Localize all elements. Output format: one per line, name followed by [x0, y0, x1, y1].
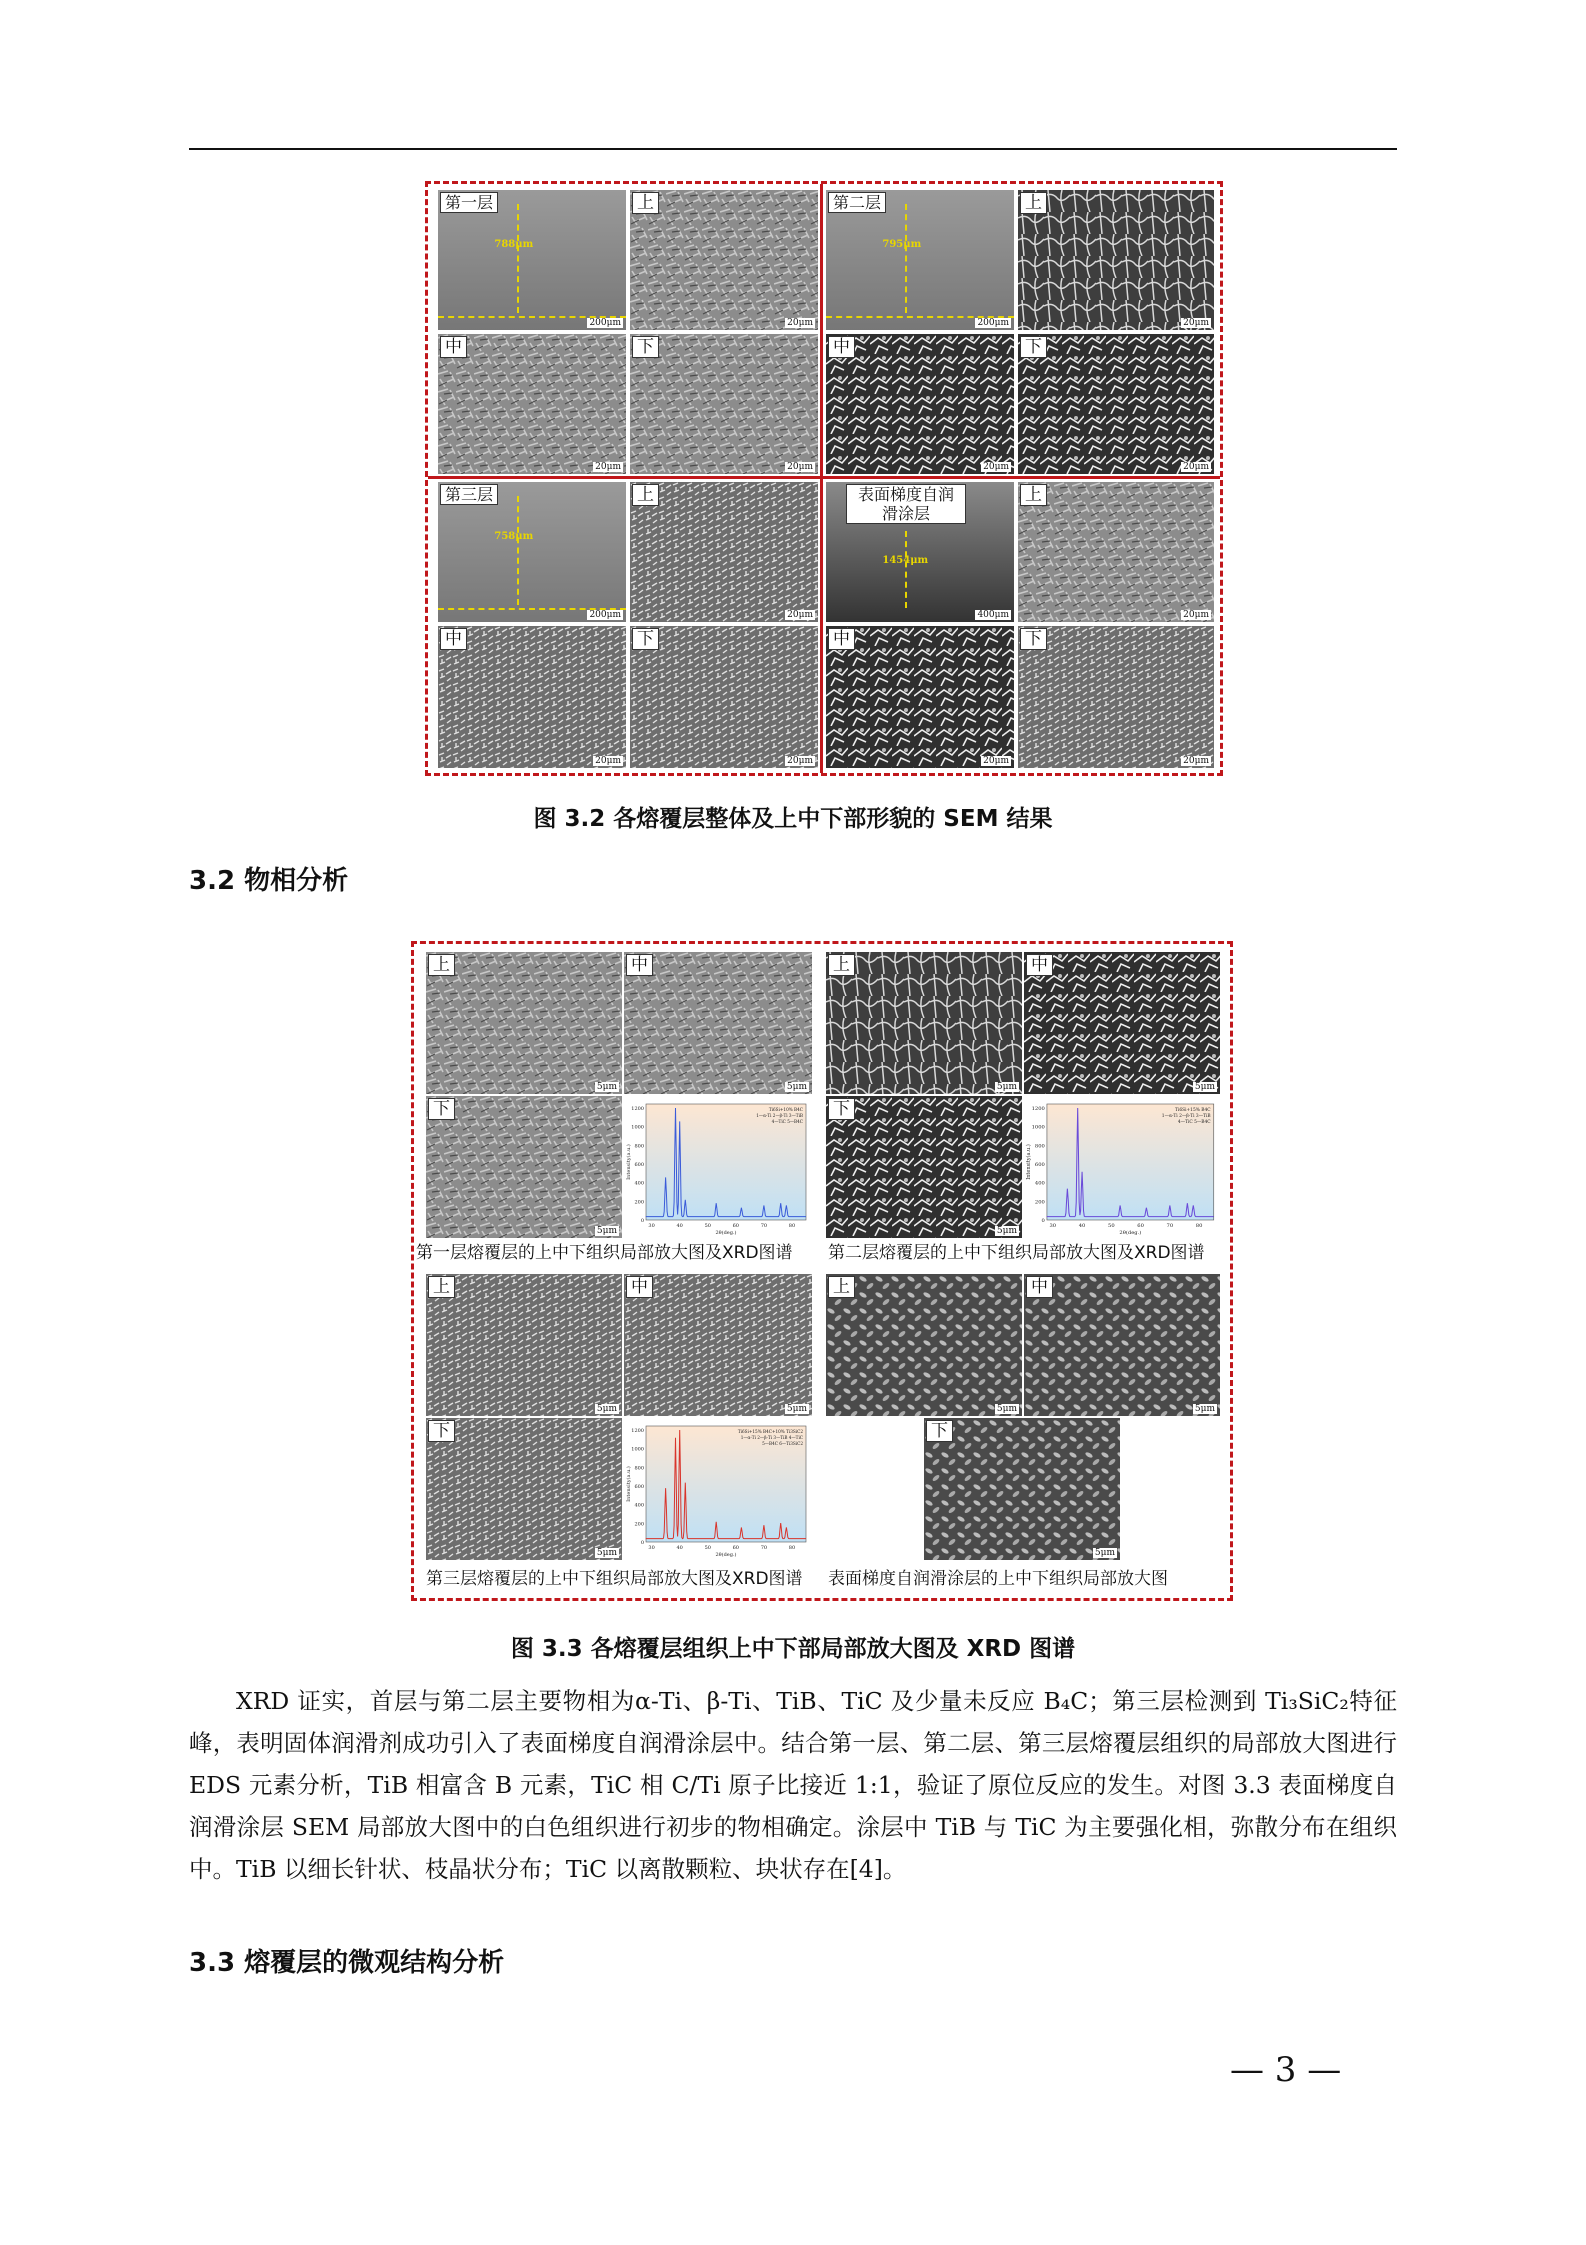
xrd-xtick-label: 50 — [704, 1223, 711, 1229]
figure-3-2-caption: 图 3.2 各熔覆层整体及上中下部形貌的 SEM 结果 — [533, 806, 1053, 832]
xrd-ytick-label: 200 — [634, 1521, 644, 1528]
xrd-ytick-label: 0 — [640, 1218, 644, 1224]
scale-bar: 200μm — [589, 610, 621, 620]
scale-bar: 20μm — [983, 756, 1009, 766]
sem-overview-layer2 — [826, 190, 1014, 330]
xrd-xtick-label: 50 — [704, 1545, 711, 1551]
xrd-chart-layer1 — [624, 1096, 812, 1238]
position-label: 中 — [1026, 954, 1053, 976]
scale-bar: 5μm — [996, 1082, 1017, 1092]
sem-zoom-l1-bottom — [426, 1096, 622, 1238]
xrd-ytick-label: 800 — [1034, 1143, 1045, 1150]
sem-zoom-coating-mid — [1024, 1274, 1220, 1416]
layer-label: 第二层 — [828, 192, 886, 213]
xrd-ytick-label: 0 — [1041, 1218, 1045, 1224]
xrd-ytick-label: 800 — [634, 1465, 644, 1472]
xrd-ytick-label: 1200 — [631, 1106, 644, 1112]
xrd-xtick-label: 80 — [788, 1223, 796, 1229]
xrd-ytick-label: 800 — [634, 1143, 644, 1150]
sem-zoom-l1-mid — [624, 952, 812, 1094]
scale-bar: 20μm — [1183, 318, 1209, 328]
position-label: 上 — [428, 954, 455, 976]
sem-overview-coating — [826, 482, 1014, 622]
position-label: 上 — [828, 954, 855, 976]
position-label: 下 — [632, 336, 659, 358]
xrd-xtick-label: 30 — [1049, 1223, 1057, 1229]
xrd-legend-entry: 5—B4C 6—Ti3SiC2 — [762, 1441, 803, 1446]
xrd-legend-entry: 4—TiC 5—B4C — [1177, 1120, 1211, 1125]
xrd-ytick-label: 400 — [1034, 1180, 1045, 1187]
subcaption-layer3: 第三层熔覆层的上中下组织局部放大图及XRD图谱 — [426, 1569, 803, 1589]
scale-bar: 5μm — [1094, 1548, 1115, 1558]
sem-bottom-layer1 — [630, 334, 818, 474]
position-label: 中 — [626, 1276, 653, 1298]
sem-top-layer2 — [1018, 190, 1214, 330]
position-label: 下 — [428, 1098, 455, 1120]
scale-bar: 20μm — [595, 462, 621, 472]
position-label: 中 — [440, 336, 467, 358]
scale-bar: 20μm — [1183, 610, 1209, 620]
subcaption-coating: 表面梯度自润滑涂层的上中下组织局部放大图 — [828, 1569, 1168, 1589]
body-paragraph — [189, 1680, 1397, 1890]
xrd-ytick-label: 1000 — [631, 1446, 644, 1453]
xrd-ytick-label: 600 — [634, 1162, 644, 1168]
xrd-legend-entry: 1—α-Ti 2—β-Ti 3—TiB — [1161, 1114, 1211, 1119]
scale-bar: 400μm — [977, 610, 1009, 620]
xrd-xtick-label: 70 — [760, 1545, 768, 1551]
xrd-ytick-label: 1200 — [1031, 1106, 1045, 1112]
scale-bar: 5μm — [996, 1404, 1017, 1414]
sem-mid-layer3 — [438, 626, 626, 768]
scale-bar: 20μm — [787, 610, 813, 620]
xrd-xtick-label: 60 — [732, 1545, 740, 1551]
scale-bar: 20μm — [1183, 756, 1209, 766]
xrd-legend-entry: Ti6Si+15% B4C+10% Ti3SiC2 — [737, 1429, 803, 1434]
xrd-xtick-label: 70 — [760, 1223, 768, 1229]
sem-zoom-coating-top — [826, 1274, 1022, 1416]
xrd-ylabel: Intensity(a.u.) — [1026, 1144, 1033, 1180]
xrd-legend-entry: 1—α-Ti 2—β-Ti 3—TiB 4—TiC — [740, 1435, 803, 1440]
position-label: 中 — [626, 954, 653, 976]
scale-bar: 5μm — [996, 1226, 1017, 1236]
position-label: 上 — [632, 484, 659, 506]
scale-bar: 5μm — [596, 1226, 617, 1236]
sem-top-layer1 — [630, 190, 818, 330]
sem-bottom-layer3 — [630, 626, 818, 768]
figure-3-3-caption: 图 3.3 各熔覆层组织上中下部局部放大图及 XRD 图谱 — [510, 1636, 1076, 1662]
figure-3-3 — [411, 941, 1233, 1601]
sem-zoom-l3-bottom — [426, 1418, 622, 1560]
subcaption-layer1: 第一层熔覆层的上中下组织局部放大图及XRD图谱 — [416, 1243, 793, 1263]
position-label: 上 — [428, 1276, 455, 1298]
position-label: 上 — [632, 192, 659, 214]
xrd-xtick-label: 40 — [676, 1545, 683, 1551]
position-label: 下 — [1020, 336, 1047, 358]
section-3-2-heading: 3.2 物相分析 — [189, 866, 349, 896]
xrd-ytick-label: 600 — [634, 1484, 644, 1490]
sem-zoom-l2-bottom — [826, 1096, 1022, 1238]
position-label: 下 — [632, 628, 659, 650]
xrd-ytick-label: 200 — [634, 1199, 644, 1206]
position-label: 下 — [926, 1420, 953, 1442]
position-label: 上 — [1020, 484, 1047, 506]
position-label: 上 — [1020, 192, 1047, 214]
scale-bar: 5μm — [596, 1548, 617, 1558]
layer-label: 第三层 — [440, 484, 498, 505]
xrd-xtick-label: 40 — [676, 1223, 683, 1229]
xrd-ytick-label: 400 — [634, 1180, 644, 1187]
position-label: 中 — [828, 336, 855, 358]
sem-zoom-l3-mid — [624, 1274, 812, 1416]
xrd-chart-layer2 — [1024, 1096, 1220, 1238]
scale-bar: 5μm — [1194, 1404, 1215, 1414]
xrd-ylabel: Intensity(a.u.) — [626, 1466, 632, 1502]
sem-top-layer3 — [630, 482, 818, 622]
xrd-xlabel: 2θ(deg.) — [1119, 1230, 1142, 1236]
scale-bar: 5μm — [596, 1404, 617, 1414]
header-rule — [189, 148, 1397, 150]
thickness-label: 795μm — [882, 239, 922, 250]
xrd-xtick-label: 80 — [788, 1545, 796, 1551]
xrd-xtick-label: 50 — [1108, 1223, 1115, 1229]
layer-label: 第一层 — [440, 192, 498, 213]
xrd-ytick-label: 400 — [634, 1502, 644, 1509]
thickness-label: 758μm — [494, 531, 534, 542]
xrd-ytick-label: 0 — [640, 1540, 644, 1546]
scale-bar: 5μm — [1194, 1082, 1215, 1092]
figure-divider-horizontal — [428, 476, 1220, 479]
xrd-legend-entry: Ti6Si+15% B4C — [1175, 1108, 1211, 1113]
sem-bottom-layer2 — [1018, 334, 1214, 474]
scale-bar: 20μm — [787, 462, 813, 472]
subcaption-layer2: 第二层熔覆层的上中下组织局部放大图及XRD图谱 — [828, 1243, 1205, 1263]
xrd-ytick-label: 1000 — [631, 1124, 644, 1131]
xrd-legend-entry: Ti6Si+10% B4C — [768, 1107, 803, 1112]
xrd-legend-entry: 1—α-Ti 2—β-Ti 3—TiB — [756, 1113, 803, 1118]
scale-bar: 5μm — [786, 1082, 807, 1092]
sem-zoom-l1-top — [426, 952, 622, 1094]
xrd-xtick-label: 30 — [648, 1545, 655, 1551]
xrd-ytick-label: 200 — [1034, 1199, 1045, 1206]
xrd-ytick-label: 1200 — [631, 1428, 644, 1434]
scale-bar: 5μm — [596, 1082, 617, 1092]
xrd-xtick-label: 40 — [1078, 1223, 1086, 1229]
xrd-xtick-label: 60 — [732, 1223, 740, 1229]
position-label: 上 — [828, 1276, 855, 1298]
sem-zoom-coating-bottom — [924, 1418, 1120, 1560]
sem-overview-layer3 — [438, 482, 626, 622]
xrd-xtick-label: 30 — [648, 1223, 655, 1229]
page-number: — 3 — — [1230, 2050, 1342, 2090]
position-label: 中 — [1026, 1276, 1053, 1298]
xrd-xtick-label: 70 — [1166, 1223, 1174, 1229]
xrd-legend-entry: 4—TiC 5—B4C — [771, 1119, 803, 1124]
paragraph-text: XRD 证实，首层与第二层主要物相为α-Ti、β-Ti、TiB、TiC 及少量未反应 B₄C；第三层检测到 Ti₃SiC₂特征峰，表明固体润滑剂成功引入了表面梯度自润滑涂层中。结合第一层、第二层、第三层熔覆层组织的局部放大图进行 EDS 元素分析，TiB 相富含 B 元素，TiC 相 C/Ti 原子比接近 1:1，验证了原位反应的发生。对图 3.3 表面梯度自润滑涂层 SEM 局部放大图中的白色组织进行初步的物相确定。涂层中 TiB 与 TiC 为主要强化相，弥散分布在组织中。TiB 以细长针状、枝晶状分布；TiC 以离散颗粒、块状存在[4]。 — [189, 1687, 1397, 1883]
sem-overview-layer1 — [438, 190, 626, 330]
layer-label: 表面梯度自润滑涂层 — [846, 484, 966, 524]
position-label: 中 — [440, 628, 467, 650]
sem-mid-coating — [826, 626, 1014, 768]
sem-zoom-l3-top — [426, 1274, 622, 1416]
xrd-ylabel: Intensity(a.u.) — [626, 1144, 632, 1180]
xrd-ytick-label: 600 — [1034, 1162, 1045, 1168]
scale-bar: 20μm — [983, 462, 1009, 472]
scale-bar: 5μm — [786, 1404, 807, 1414]
position-label: 下 — [828, 1098, 855, 1120]
scale-bar: 20μm — [787, 318, 813, 328]
figure-3-2 — [425, 181, 1223, 776]
position-label: 中 — [828, 628, 855, 650]
thickness-label: 1454μm — [882, 554, 929, 566]
scale-bar: 20μm — [1183, 462, 1209, 472]
sem-bottom-coating — [1018, 626, 1214, 768]
sem-mid-layer1 — [438, 334, 626, 474]
thickness-label: 788μm — [494, 239, 534, 250]
xrd-ytick-label: 1000 — [1031, 1124, 1045, 1131]
xrd-xtick-label: 60 — [1137, 1223, 1144, 1229]
scale-bar: 200μm — [977, 318, 1009, 328]
scale-bar: 20μm — [595, 756, 621, 766]
xrd-chart-layer3 — [624, 1418, 812, 1560]
xrd-xlabel: 2θ(deg.) — [715, 1230, 737, 1236]
sem-top-coating — [1018, 482, 1214, 622]
sem-zoom-l2-mid — [1024, 952, 1220, 1094]
sem-mid-layer2 — [826, 334, 1014, 474]
position-label: 下 — [428, 1420, 455, 1442]
scale-bar: 200μm — [589, 318, 621, 328]
position-label: 下 — [1020, 628, 1047, 650]
xrd-xtick-label: 80 — [1195, 1223, 1203, 1229]
scale-bar: 20μm — [787, 756, 813, 766]
xrd-xlabel: 2θ(deg.) — [715, 1552, 737, 1558]
sem-zoom-l2-top — [826, 952, 1022, 1094]
section-3-3-heading: 3.3 熔覆层的微观结构分析 — [189, 1948, 505, 1978]
